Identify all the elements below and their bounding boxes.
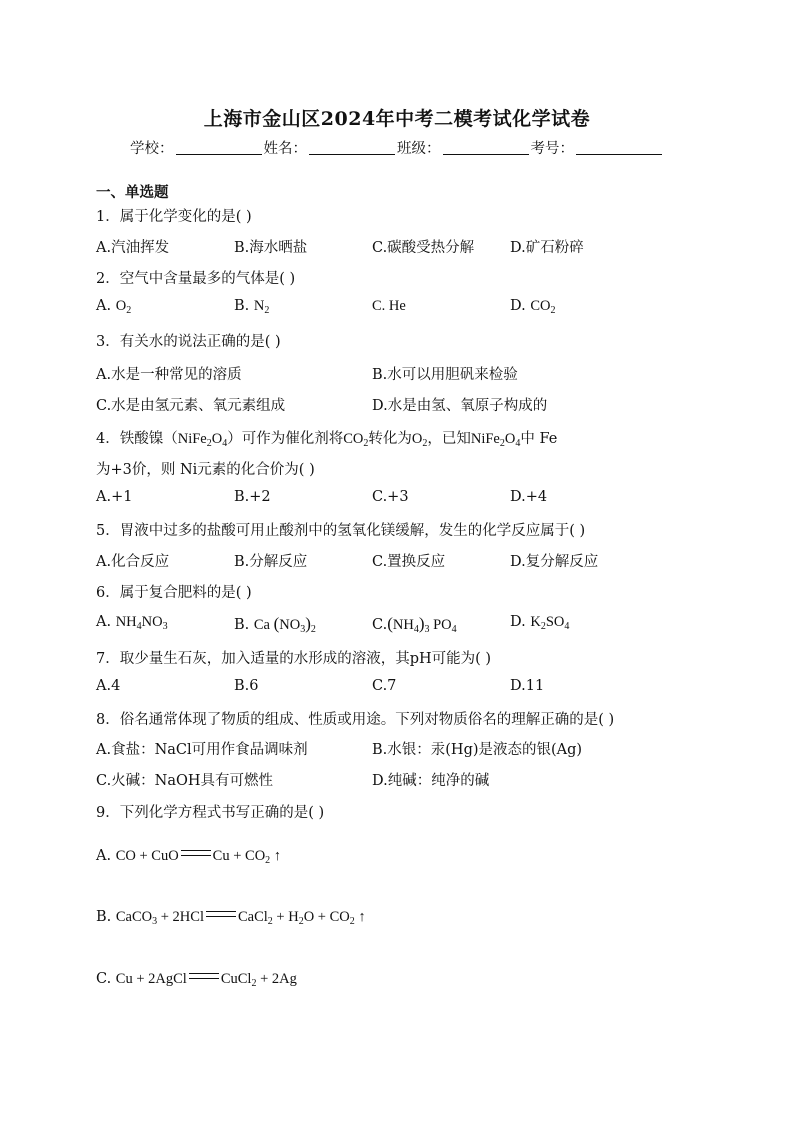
- question-8-option-d: D.纯碱：纯净的碱: [372, 773, 490, 789]
- question-2-stem: 2．空气中含量最多的气体是( ): [96, 271, 296, 287]
- question-3-option-a: A.水是一种常见的溶质: [96, 367, 242, 383]
- question-8-option-a: A.食盐：NaCl可用作食品调味剂: [96, 742, 308, 758]
- question-6-option-d: D. $K_2SO_4$: [510, 614, 570, 632]
- question-4-stem: 4．铁酸镍$(NiFe_2O_4)$可作为催化剂将$CO_2$转化为$O_2$，已知$NiFe_2O_4$中 Fe: [96, 431, 558, 449]
- school-blank[interactable]: [176, 140, 262, 155]
- name-blank[interactable]: [309, 140, 395, 155]
- question-8-option-c: C.火碱：NaOH具有可燃性: [96, 773, 274, 789]
- question-7-option-a: A.4: [96, 678, 121, 694]
- question-7-option-b: B.6: [234, 678, 259, 694]
- question-3-option-d: D.水是由氢、氧原子构成的: [372, 398, 548, 414]
- question-1-stem: 1．属于化学变化的是( ): [96, 209, 252, 225]
- question-5-option-c: C.置换反应: [372, 554, 446, 570]
- class-blank[interactable]: [443, 140, 529, 155]
- question-2-option-b: B. $N_2$: [234, 298, 270, 316]
- question-1-option-b: B.海水晒盐: [234, 240, 308, 256]
- question-6-option-a: A. $NH_4NO_3$: [96, 614, 168, 632]
- question-5-option-a: A.化合反应: [96, 554, 170, 570]
- question-9-option-b: B. CaCO$_3$ + 2HCl CaCl$_2$ + $H_2O + CO_2$ ↑: [96, 909, 366, 927]
- question-5-option-d: D.复分解反应: [510, 554, 599, 570]
- section-heading: 一、单选题: [96, 184, 169, 201]
- number-label: 考号：: [530, 141, 574, 157]
- question-2-option-a: A. $O_2$: [96, 298, 132, 316]
- question-6-option-b: B. Ca $(NO_3)_2$: [234, 614, 316, 635]
- page-title: 上海市金山区2024年中考二模考试化学试卷: [203, 108, 591, 130]
- question-4-option-b: B.+2: [234, 489, 271, 505]
- question-6-option-c: $C.(NH_4)_3$ $PO_4$: [372, 614, 457, 635]
- question-1-option-d: D.矿石粉碎: [510, 240, 584, 256]
- question-4-stem-line2: 为+3价，则 Ni元素的化合价为( ): [96, 462, 315, 478]
- question-4-option-a: A.+1: [96, 489, 133, 505]
- question-8-option-b: B.水银：汞(Hg)是液态的银(Ag): [372, 742, 583, 758]
- question-9-option-a: A. CO + CuO $Cu + CO_2$ ↑: [96, 848, 282, 866]
- question-3-stem: 3．有关水的说法正确的是( ): [96, 334, 281, 350]
- question-9-option-c: C. Cu + 2AgCl CuCl$_2$ + 2Ag: [96, 971, 297, 989]
- name-label: 姓名：: [263, 141, 307, 157]
- class-label: 班级：: [397, 141, 441, 157]
- school-label: 学校：: [130, 141, 174, 157]
- question-1-option-a: A.汽油挥发: [96, 240, 170, 256]
- question-7-option-d: D.11: [510, 678, 545, 694]
- question-5-stem: 5．胃液中过多的盐酸可用止酸剂中的氢氧化镁缓解，发生的化学反应属于( ): [96, 523, 586, 539]
- question-3-option-c: C.水是由氢元素、氧元素组成: [96, 398, 286, 414]
- question-7-option-c: C.7: [372, 678, 397, 694]
- question-2-option-d: D. $CO_2$: [510, 298, 556, 316]
- student-info-line: [0, 137, 794, 158]
- question-4-option-c: C.+3: [372, 489, 409, 505]
- number-blank[interactable]: [576, 140, 662, 155]
- question-4-option-d: D.+4: [510, 489, 548, 505]
- question-6-stem: 6．属于复合肥料的是( ): [96, 585, 252, 601]
- question-7-stem: 7．取少量生石灰，加入适量的水形成的溶液，其pH可能为( ): [96, 651, 492, 667]
- question-3-option-b: B.水可以用胆矾来检验: [372, 367, 518, 383]
- question-9-stem: 9．下列化学方程式书写正确的是( ): [96, 805, 325, 821]
- question-5-option-b: B.分解反应: [234, 554, 308, 570]
- question-2-option-c: C. He: [372, 298, 406, 314]
- question-1-option-c: C.碳酸受热分解: [372, 240, 475, 256]
- question-8-stem: 8．俗名通常体现了物质的组成、性质或用途。下列对物质俗名的理解正确的是( ): [96, 712, 615, 728]
